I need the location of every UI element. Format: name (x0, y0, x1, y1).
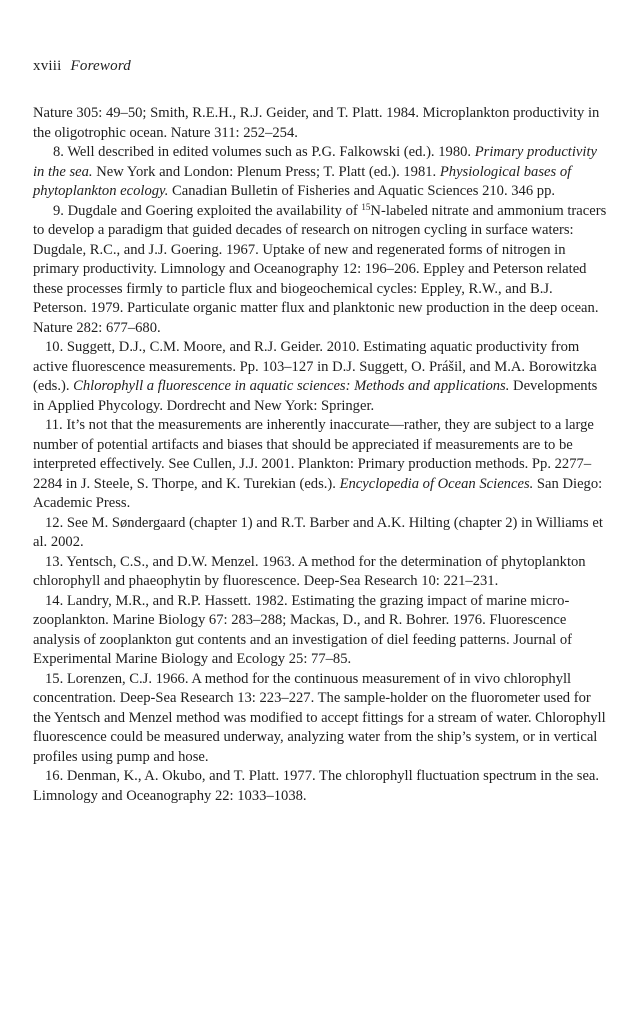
note-9-text-b: N-labeled nitrate and ammonium tracers to develop a paradigm that guided decades of research on nitrogen cycling in surface waters: Dugdale, R.C., and J.J. Goering. 1967. Uptake of new and regenerated forms of nitrogen in primary productivity. Limnology and Oceanography 12: 196–206. Eppley and Peterson related these processes firmly to particle flux and biogeochemical cycles: Eppley, R.W., and B.J. Peterson. 1979. Particulate organic matter flux and planktonic new production in the deep ocean. Nature 282: 677–680. (33, 202, 607, 336)
note-10 (33, 338, 608, 416)
note-11-book-title: Encyclopedia of Ocean Sciences. (339, 475, 534, 492)
note-12: 12. See M. Søndergaard (chapter 1) and R.T. Barber and A.K. Hilting (chapter 2) in Williams et al. 2002. (33, 514, 603, 550)
note-13: 13. Yentsch, C.S., and D.W. Menzel. 1963. A method for the determination of phytoplankton chlorophyll and phaeophytin by fluorescence. Deep-Sea Research 10: 221–231. (33, 553, 586, 589)
note-15: 15. Lorenzen, C.J. 1966. A method for the continuous measurement of in vivo chlorophyll concentration. Deep-Sea Research 13: 223–227. The sample-holder on the fluorometer used for the Yentsch and Menzel method was modified to accept fittings for a stream of water. Chlorophyll fluorescence could be measured underway, analyzing water from the ship’s system, or in vertical profiles using pump and hose. (33, 670, 606, 765)
note-11 (33, 416, 608, 514)
running-head (33, 58, 131, 75)
note-8 (33, 143, 608, 202)
note-10-text-a: 10. Suggett, D.J., C.M. Moore, and R.J. Geider. 2010. Estimating aquatic productivity from active fluorescence measurements. Pp. 103–127 in D.J. Suggett, O. Prášil, and M.A. Borowitzka (eds.). (33, 339, 597, 394)
endnotes (33, 104, 608, 806)
note-8-book-title-2: Physiological bases of phytoplankton ecology. (33, 163, 572, 199)
note-9-superscript: 15 (361, 201, 371, 212)
note-8-book-title-1: Primary productivity in the sea. (33, 144, 597, 180)
note-11-text-b: San Diego: Academic Press. (33, 475, 603, 511)
section-title: Foreword (70, 58, 132, 74)
note-8-text-a: 8. Well described in edited volumes such as P.G. Falkowski (ed.). 1980. (53, 144, 475, 160)
note-11-text-a: 11. It’s not that the measurements are inherently inaccurate—rather, they are subject to a large number of potential artifacts and biases that should be appreciated if measurements are to be interpreted effectively. See Cullen, J.J. 2001. Plankton: Primary production methods. Pp. 2277–2284 in J. Steele, S. Thorpe, and K. Turekian (eds.). (33, 417, 594, 492)
note-10-text-b: Developments in Applied Phycology. Dordrecht and New York: Springer. (33, 378, 598, 414)
note-14: 14. Landry, M.R., and R.P. Hassett. 1982. Estimating the grazing impact of marine micro-zooplankton. Marine Biology 67: 283–288; Mackas, D., and R. Bohrer. 1976. Fluorescence analysis of zooplankton gut contents and an investigation of diel feeding patterns. Journal of Experimental Marine Biology and Ecology 25: 77–85. (33, 592, 573, 667)
note-9-text-a: 9. Dugdale and Goering exploited the availability of (53, 202, 362, 219)
page-number: xviii (33, 58, 62, 74)
note-10-book-title: Chlorophyll a fluorescence in aquatic sciences: Methods and applications. (73, 378, 510, 394)
note-8-text-c: Canadian Bulletin of Fisheries and Aquatic Sciences 210. 346 pp. (168, 183, 556, 199)
note-7-continued: Nature 305: 49–50; Smith, R.E.H., R.J. Geider, and T. Platt. 1984. Microplankton productivity in the oligotrophic ocean. Nature 311: 252–254. (33, 105, 600, 141)
note-16: 16. Denman, K., A. Okubo, and T. Platt. 1977. The chlorophyll fluctuation spectrum in the sea. Limnology and Oceanography 22: 1033–1038. (33, 768, 600, 804)
note-9 (33, 202, 608, 339)
note-8-text-b: New York and London: Plenum Press; T. Platt (ed.). 1981. (92, 163, 440, 180)
